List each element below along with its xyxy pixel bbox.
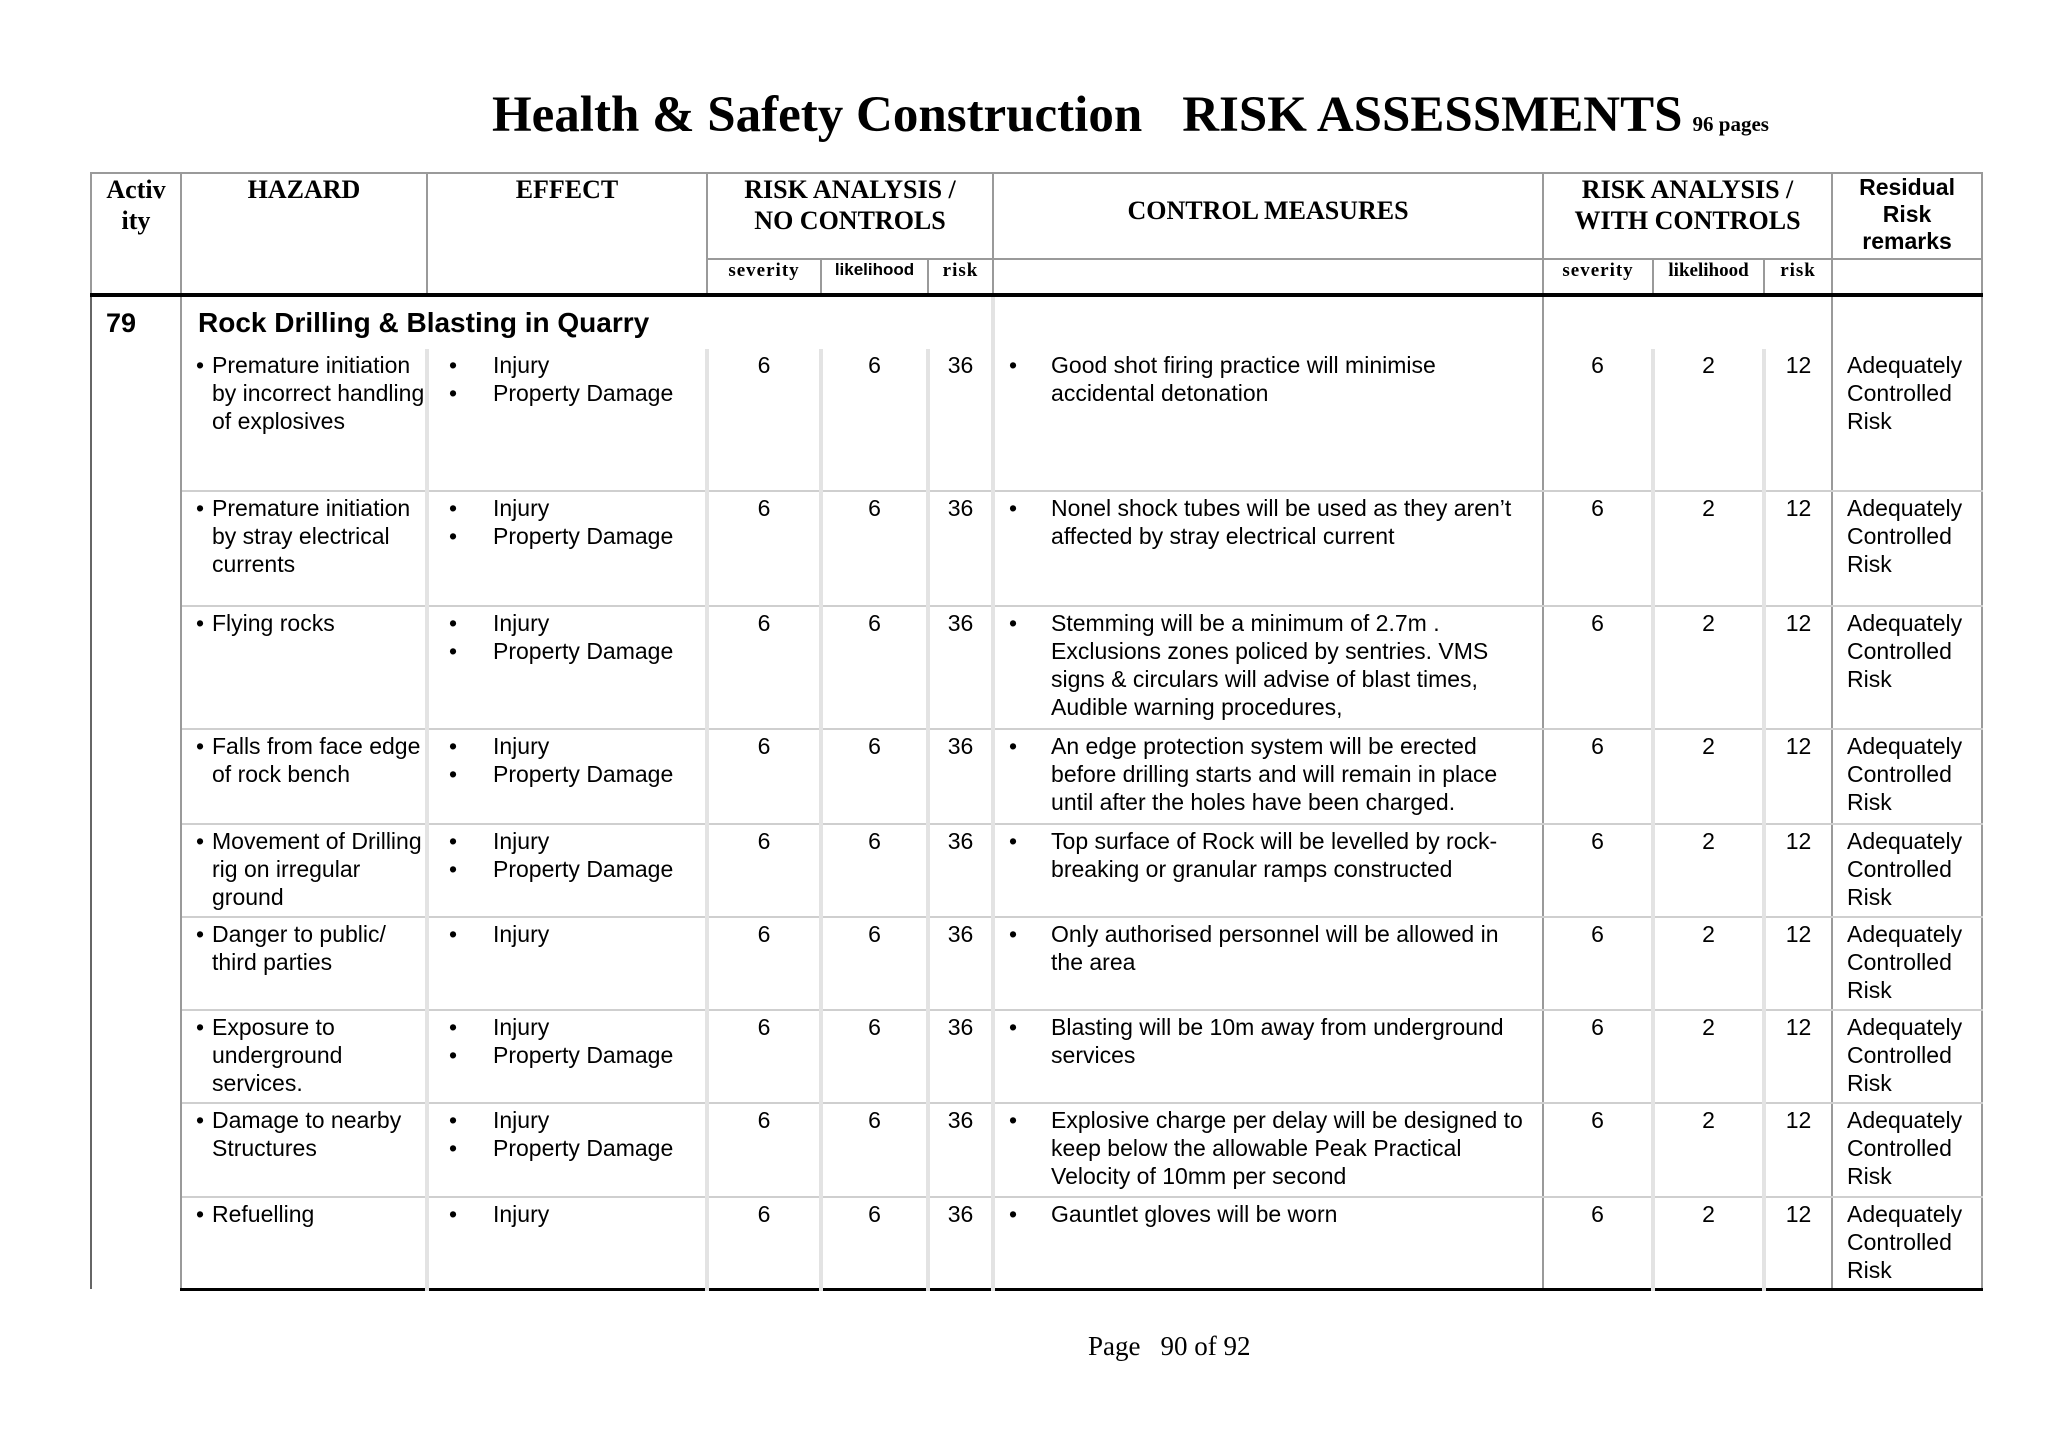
effect-cell — [427, 1103, 707, 1197]
risk-cell: 36 — [928, 917, 993, 1010]
effect-item: • Property Damage — [429, 522, 705, 550]
severity-2-cell: 6 — [1543, 1197, 1653, 1289]
likelihood-2-cell: 2 — [1653, 349, 1764, 491]
remark-cell: Adequately Controlled Risk — [1832, 349, 1982, 491]
header-hazard: HAZARD — [181, 173, 427, 295]
likelihood-cell: 6 — [821, 1197, 928, 1289]
header-risk: risk — [928, 259, 993, 295]
header-residual-blank — [1832, 259, 1982, 295]
control-text: • Only authorised personnel will be allowed in the area — [995, 920, 1542, 976]
severity-2-cell: 6 — [1543, 729, 1653, 824]
control-text: • Nonel shock tubes will be used as they aren’t affected by stray electrical current — [995, 494, 1542, 550]
header-effect: EFFECT — [427, 173, 707, 295]
effect-cell — [427, 349, 707, 491]
hazard-text: • Refuelling — [182, 1200, 425, 1228]
severity-cell: 6 — [707, 606, 821, 729]
effect-cell — [427, 824, 707, 917]
risk-cell: 36 — [928, 729, 993, 824]
risk-cell: 36 — [928, 491, 993, 606]
likelihood-cell: 6 — [821, 349, 928, 491]
effect-item: • Injury — [429, 827, 705, 855]
likelihood-2-cell: 2 — [1653, 1197, 1764, 1289]
severity-cell: 6 — [707, 1010, 821, 1103]
table-row — [91, 1103, 1982, 1197]
page-footer — [1088, 1331, 1250, 1362]
control-text: • Explosive charge per delay will be designed to keep below the allowable Peak Practical Velocity of 10mm per second — [995, 1106, 1542, 1190]
effect-cell — [427, 1010, 707, 1103]
header-control-measures: CONTROL MEASURES — [993, 173, 1543, 259]
likelihood-2-cell: 2 — [1653, 606, 1764, 729]
table-row — [91, 606, 1982, 729]
effect-item: • Property Damage — [429, 855, 705, 883]
severity-cell: 6 — [707, 824, 821, 917]
activity-column — [91, 349, 181, 1289]
severity-2-cell: 6 — [1543, 606, 1653, 729]
likelihood-cell: 6 — [821, 729, 928, 824]
effect-item: • Injury — [429, 920, 705, 948]
header-residual-risk: Residual Risk remarks — [1832, 173, 1982, 259]
likelihood-cell: 6 — [821, 1010, 928, 1103]
table-row — [91, 824, 1982, 917]
hazard-text: • Damage to nearby Structures — [182, 1106, 425, 1162]
hazard-text: • Flying rocks — [182, 609, 425, 637]
likelihood-cell: 6 — [821, 606, 928, 729]
likelihood-cell: 6 — [821, 491, 928, 606]
control-cell — [993, 1103, 1543, 1197]
document-title — [492, 86, 1892, 144]
effect-cell — [427, 491, 707, 606]
hazard-cell — [181, 491, 427, 606]
table-row — [91, 729, 1982, 824]
hazard-cell — [181, 1010, 427, 1103]
risk-assessment-table — [90, 172, 1983, 1291]
hazard-text: • Exposure to underground services. — [182, 1013, 425, 1097]
hazard-text: • Premature initiation by stray electrical currents — [182, 494, 425, 578]
header-likelihood-2: likelihood — [1653, 259, 1764, 295]
severity-cell: 6 — [707, 917, 821, 1010]
control-cell — [993, 606, 1543, 729]
risk-2-cell: 12 — [1764, 1103, 1832, 1197]
activity-risk-blank — [1543, 295, 1832, 349]
likelihood-cell: 6 — [821, 1103, 928, 1197]
effect-cell — [427, 729, 707, 824]
severity-cell: 6 — [707, 349, 821, 491]
risk-cell: 36 — [928, 606, 993, 729]
title-pages: 96 pages — [1692, 112, 1769, 136]
effect-cell — [427, 1197, 707, 1289]
effect-item: • Property Damage — [429, 637, 705, 665]
table-row — [91, 349, 1982, 491]
risk-cell: 36 — [928, 1010, 993, 1103]
header-risk-no-controls: RISK ANALYSIS / NO CONTROLS — [707, 173, 993, 259]
header-risk-2: risk — [1764, 259, 1832, 295]
likelihood-2-cell: 2 — [1653, 824, 1764, 917]
likelihood-2-cell: 2 — [1653, 1103, 1764, 1197]
severity-cell: 6 — [707, 491, 821, 606]
control-cell — [993, 824, 1543, 917]
header-severity-2: severity — [1543, 259, 1653, 295]
remark-cell: Adequately Controlled Risk — [1832, 824, 1982, 917]
effect-item: • Injury — [429, 351, 705, 379]
control-cell — [993, 1197, 1543, 1289]
severity-2-cell: 6 — [1543, 917, 1653, 1010]
activity-title: Rock Drilling & Blasting in Quarry — [198, 307, 650, 338]
likelihood-cell: 6 — [821, 917, 928, 1010]
activity-row — [91, 295, 1982, 349]
severity-cell: 6 — [707, 1103, 821, 1197]
risk-2-cell: 12 — [1764, 1010, 1832, 1103]
remark-cell: Adequately Controlled Risk — [1832, 491, 1982, 606]
activity-remark-blank — [1832, 295, 1982, 349]
effect-item: • Injury — [429, 609, 705, 637]
page-number: 90 of 92 — [1160, 1331, 1251, 1361]
remark-cell: Adequately Controlled Risk — [1832, 1197, 1982, 1289]
hazard-cell — [181, 606, 427, 729]
control-cell — [993, 349, 1543, 491]
table-row — [91, 1197, 1982, 1289]
effect-item: • Injury — [429, 732, 705, 760]
risk-cell: 36 — [928, 1103, 993, 1197]
hazard-cell — [181, 729, 427, 824]
hazard-text: • Danger to public/ third parties — [182, 920, 425, 976]
severity-2-cell: 6 — [1543, 491, 1653, 606]
severity-cell: 6 — [707, 729, 821, 824]
likelihood-2-cell: 2 — [1653, 729, 1764, 824]
page-label: Page — [1088, 1331, 1141, 1361]
table-row — [91, 917, 1982, 1010]
effect-item: • Property Damage — [429, 379, 705, 407]
control-cell — [993, 491, 1543, 606]
table-row — [91, 1010, 1982, 1103]
hazard-cell — [181, 1103, 427, 1197]
header-likelihood: likelihood — [821, 259, 928, 295]
header-activity: Activ ity — [91, 173, 181, 295]
title-main: Health & Safety Construction — [492, 87, 1143, 143]
control-cell — [993, 1010, 1543, 1103]
severity-2-cell: 6 — [1543, 1010, 1653, 1103]
risk-2-cell: 12 — [1764, 824, 1832, 917]
severity-cell: 6 — [707, 1197, 821, 1289]
hazard-text: • Falls from face edge of rock bench — [182, 732, 425, 788]
risk-2-cell: 12 — [1764, 1197, 1832, 1289]
remark-cell: Adequately Controlled Risk — [1832, 729, 1982, 824]
risk-cell: 36 — [928, 349, 993, 491]
activity-control-blank — [993, 295, 1543, 349]
likelihood-2-cell: 2 — [1653, 1010, 1764, 1103]
risk-2-cell: 12 — [1764, 349, 1832, 491]
risk-2-cell: 12 — [1764, 491, 1832, 606]
risk-2-cell: 12 — [1764, 606, 1832, 729]
control-text: • Gauntlet gloves will be worn — [995, 1200, 1542, 1228]
control-cell — [993, 729, 1543, 824]
hazard-cell — [181, 824, 427, 917]
likelihood-2-cell: 2 — [1653, 917, 1764, 1010]
likelihood-2-cell: 2 — [1653, 491, 1764, 606]
effect-item: • Injury — [429, 494, 705, 522]
effect-item: • Property Damage — [429, 1041, 705, 1069]
control-text: • Good shot firing practice will minimise accidental detonation — [995, 351, 1542, 407]
risk-cell: 36 — [928, 824, 993, 917]
effect-cell — [427, 606, 707, 729]
risk-2-cell: 12 — [1764, 729, 1832, 824]
hazard-cell — [181, 349, 427, 491]
remark-cell: Adequately Controlled Risk — [1832, 1010, 1982, 1103]
remark-cell: Adequately Controlled Risk — [1832, 917, 1982, 1010]
effect-item: • Property Damage — [429, 1134, 705, 1162]
activity-number: 79 — [91, 295, 181, 349]
remark-cell: Adequately Controlled Risk — [1832, 1103, 1982, 1197]
hazard-cell — [181, 1197, 427, 1289]
likelihood-cell: 6 — [821, 824, 928, 917]
control-text: • Blasting will be 10m away from underground services — [995, 1013, 1542, 1069]
effect-cell — [427, 917, 707, 1010]
remark-cell: Adequately Controlled Risk — [1832, 606, 1982, 729]
risk-2-cell: 12 — [1764, 917, 1832, 1010]
hazard-cell — [181, 917, 427, 1010]
effect-item: • Property Damage — [429, 760, 705, 788]
header-control-blank — [993, 259, 1543, 295]
severity-2-cell: 6 — [1543, 1103, 1653, 1197]
effect-item: • Injury — [429, 1013, 705, 1041]
hazard-text: • Premature initiation by incorrect handling of explosives — [182, 351, 425, 435]
effect-item: • Injury — [429, 1200, 705, 1228]
header-severity: severity — [707, 259, 821, 295]
header-risk-with-controls: RISK ANALYSIS / WITH CONTROLS — [1543, 173, 1832, 259]
table-row — [91, 491, 1982, 606]
title-sub: RISK ASSESSMENTS — [1182, 87, 1683, 143]
control-text: • Stemming will be a minimum of 2.7m . Exclusions zones policed by sentries. VMS signs & circulars will advise of blast times, Audible warning procedures, — [995, 609, 1542, 721]
control-cell — [993, 917, 1543, 1010]
risk-cell: 36 — [928, 1197, 993, 1289]
control-text: • An edge protection system will be erected before drilling starts and will remain in place until after the holes have been charged. — [995, 732, 1542, 816]
hazard-text: • Movement of Drilling rig on irregular ground — [182, 827, 425, 911]
severity-2-cell: 6 — [1543, 824, 1653, 917]
control-text: • Top surface of Rock will be levelled by rock-breaking or granular ramps constructed — [995, 827, 1542, 883]
effect-item: • Injury — [429, 1106, 705, 1134]
severity-2-cell: 6 — [1543, 349, 1653, 491]
